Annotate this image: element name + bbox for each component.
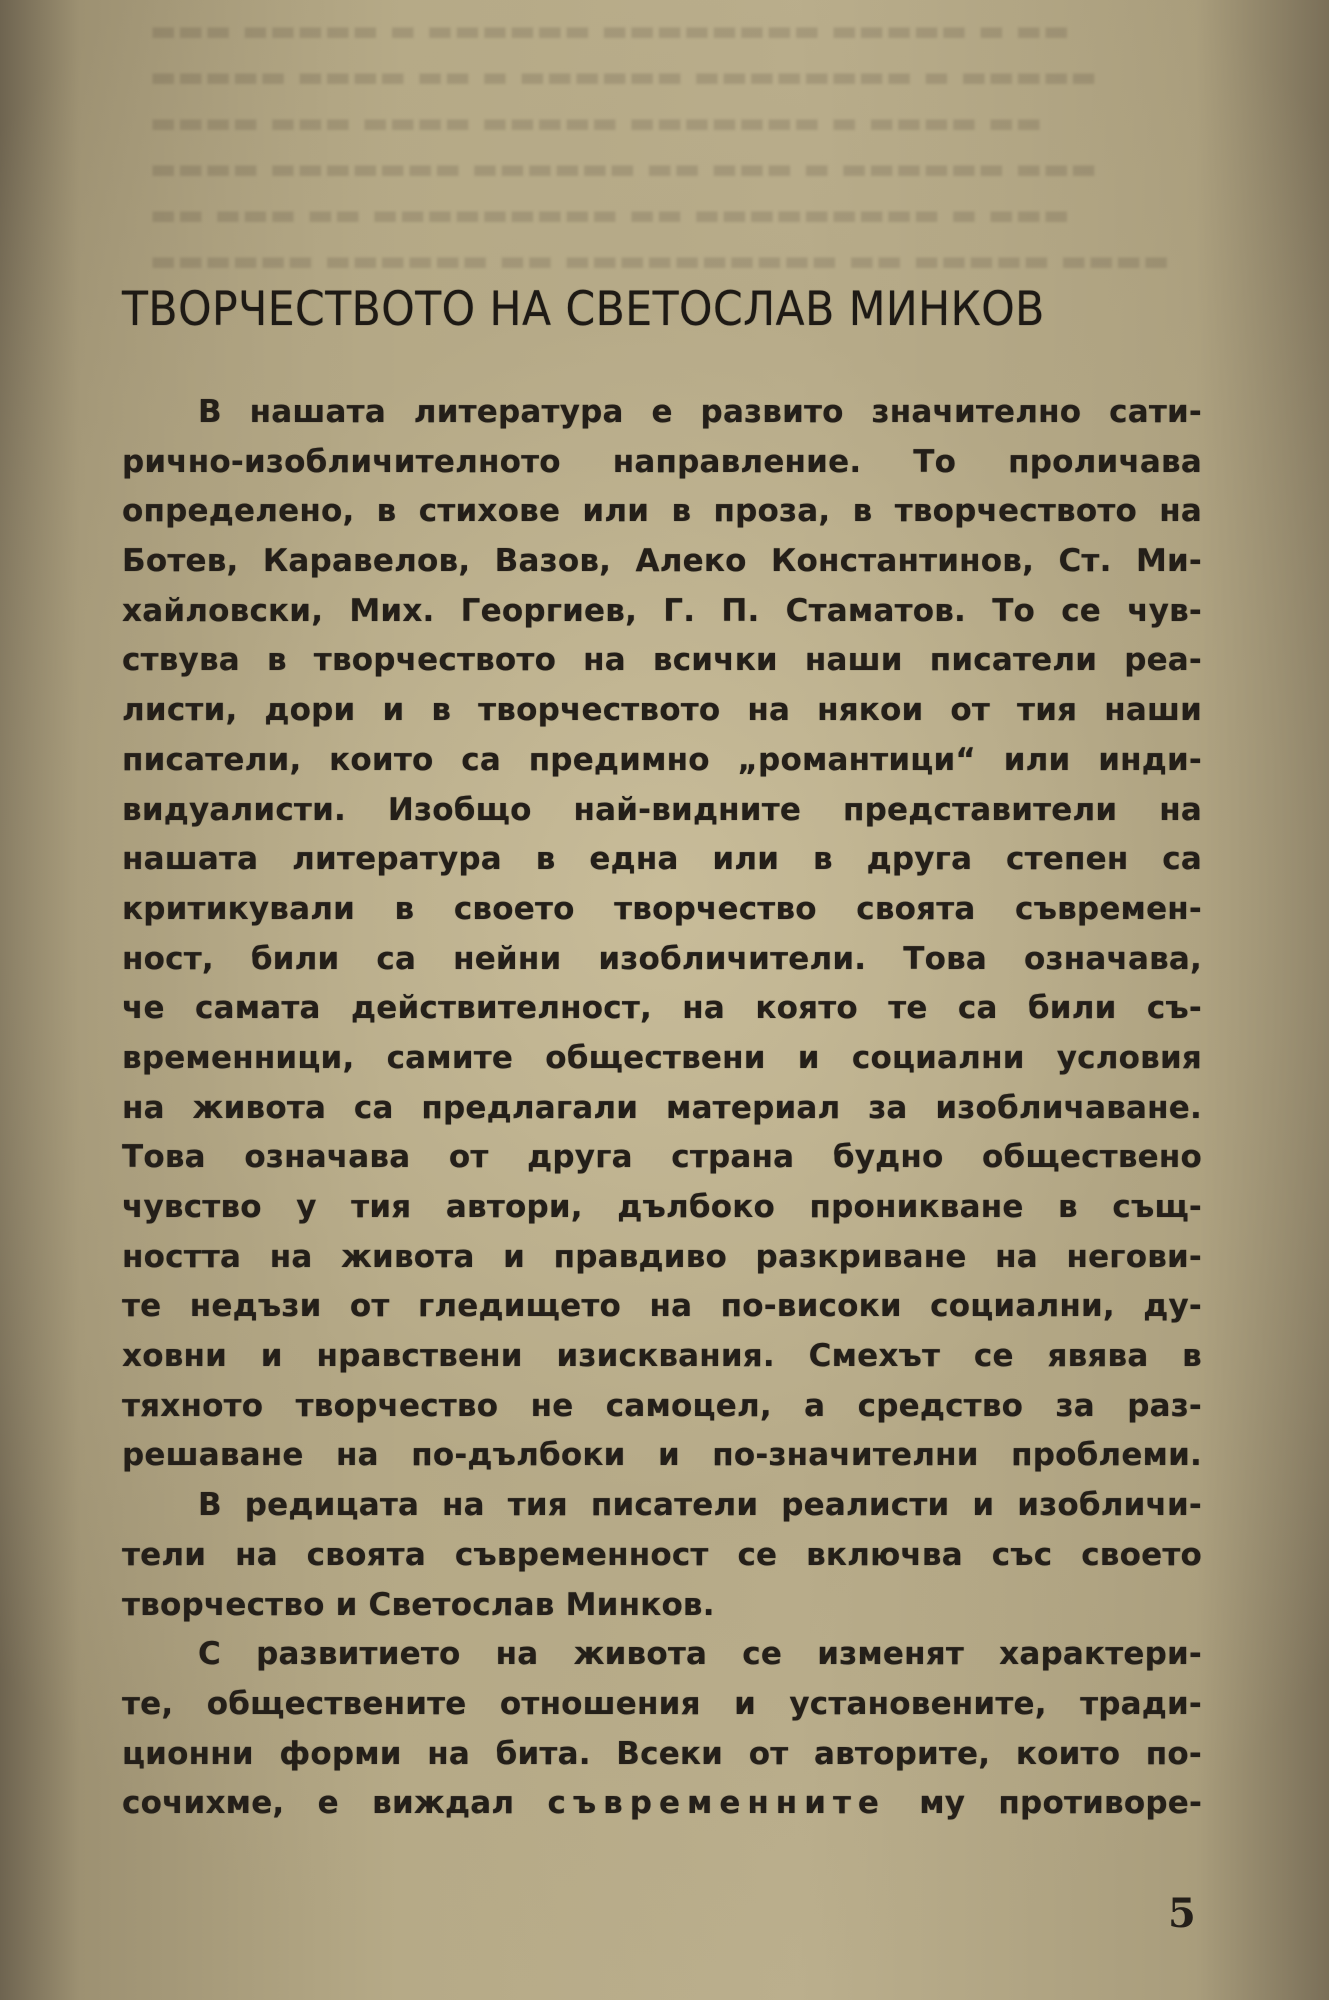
text-line-spaced xyxy=(122,1779,1202,1829)
text-line: на живота са предлагали материал за изобличаване. xyxy=(122,1089,1202,1126)
text-line: листи, дори и в творчеството на някои от тия наши xyxy=(122,692,1202,729)
text-line: рично-изобличителното направление. То проличава xyxy=(122,443,1202,480)
text-line: творчество и Светослав Минков. xyxy=(122,1586,715,1623)
text-line: В редицата на тия писатели реалисти и изобличи- xyxy=(198,1487,1202,1524)
text-line: временници, самите обществени и социални условия xyxy=(122,1039,1202,1076)
text-line: критикували в своето творчество своята съвремен- xyxy=(122,890,1202,927)
text-line: ността на живота и правдиво разкриване на негови- xyxy=(122,1238,1202,1275)
text-line: те недъзи от гледището на по-високи социални, ду- xyxy=(122,1288,1202,1325)
text-line: ствува в творчеството на всички наши писатели реа- xyxy=(122,642,1202,679)
text-line: С развитието на живота се изменят характери- xyxy=(198,1636,1202,1673)
text-line: определено, в стихове или в проза, в творчеството на xyxy=(122,493,1202,530)
text-fragment: му противоре- xyxy=(919,1785,1203,1822)
text-line: писатели, които са предимно „романтици“ или инди- xyxy=(122,741,1202,778)
text-line: хайловски, Мих. Георгиев, Г. П. Стаматов. То се чув- xyxy=(122,592,1202,629)
text-line: тяхното творчество не самоцел, а средство за раз- xyxy=(122,1387,1202,1424)
text-line: нашата литература в една или в друга степен са xyxy=(122,841,1202,878)
page-number: 5 xyxy=(1168,1890,1196,1937)
text-line: Това означава от друга страна будно обществено xyxy=(122,1139,1202,1176)
body-text xyxy=(122,388,1202,1829)
text-line: Ботев, Каравелов, Вазов, Алеко Константинов, Ст. Ми- xyxy=(122,543,1202,580)
text-line: чувство у тия автори, дълбоко проникване в същ- xyxy=(122,1189,1202,1225)
text-line: видуалисти. Изобщо най-видните представители на xyxy=(122,791,1202,828)
text-line: ционни форми на бита. Всеки от авторите, които по- xyxy=(122,1735,1202,1772)
show-through-text: ▬▬▬ ▬▬▬▬▬ ▬ ▬▬▬▬▬▬ ▬▬▬▬▬▬▬▬ ▬▬▬▬▬ ▬ ▬▬ ▬▬▬▬▬ ▬▬▬▬ ▬▬ ▬ ▬▬▬▬▬▬ ▬▬▬▬▬▬▬▬ ▬ ▬▬▬▬▬ ▬▬▬▬ ▬▬▬ ▬▬▬▬ ▬▬▬▬▬ ▬▬▬▬▬▬▬ ▬ ▬▬▬▬ ▬▬ ▬▬▬▬ ▬▬▬▬▬▬▬ ▬▬▬▬▬▬ ▬▬ ▬▬▬ ▬ ▬▬▬▬▬▬ ▬▬▬ ▬▬ ▬▬▬ ▬▬ ▬▬▬▬▬▬▬▬▬ ▬▬ ▬▬▬▬▬▬▬▬▬ ▬ ▬▬▬ ▬▬▬▬▬▬ ▬▬▬▬▬▬ ▬▬ ▬▬▬▬▬▬▬▬▬▬ ▬▬ ▬▬▬▬▬ ▬▬▬▬ xyxy=(150,14,1171,277)
text-line: че самата действителност, на която те са били съ- xyxy=(122,990,1202,1027)
text-line: ховни и нравствени изисквания. Смехът се явява в xyxy=(122,1338,1202,1375)
chapter-title: ТВОРЧЕСТВОТО НА СВЕТОСЛАВ МИНКОВ xyxy=(122,282,1045,337)
text-fragment: сочихме, е виждал xyxy=(122,1785,515,1822)
text-line: ност, били са нейни изобличители. Това означава, xyxy=(122,940,1202,977)
text-line: решаване на по-дълбоки и по-значителни проблеми. xyxy=(122,1437,1202,1474)
text-line: те, обществените отношения и установените, тради- xyxy=(122,1685,1202,1722)
text-line: В нашата литература е развито значително сати- xyxy=(198,394,1202,430)
emphasized-word: съвременните xyxy=(547,1785,886,1822)
text-line: тели на своята съвременност се включва със своето xyxy=(122,1536,1202,1573)
